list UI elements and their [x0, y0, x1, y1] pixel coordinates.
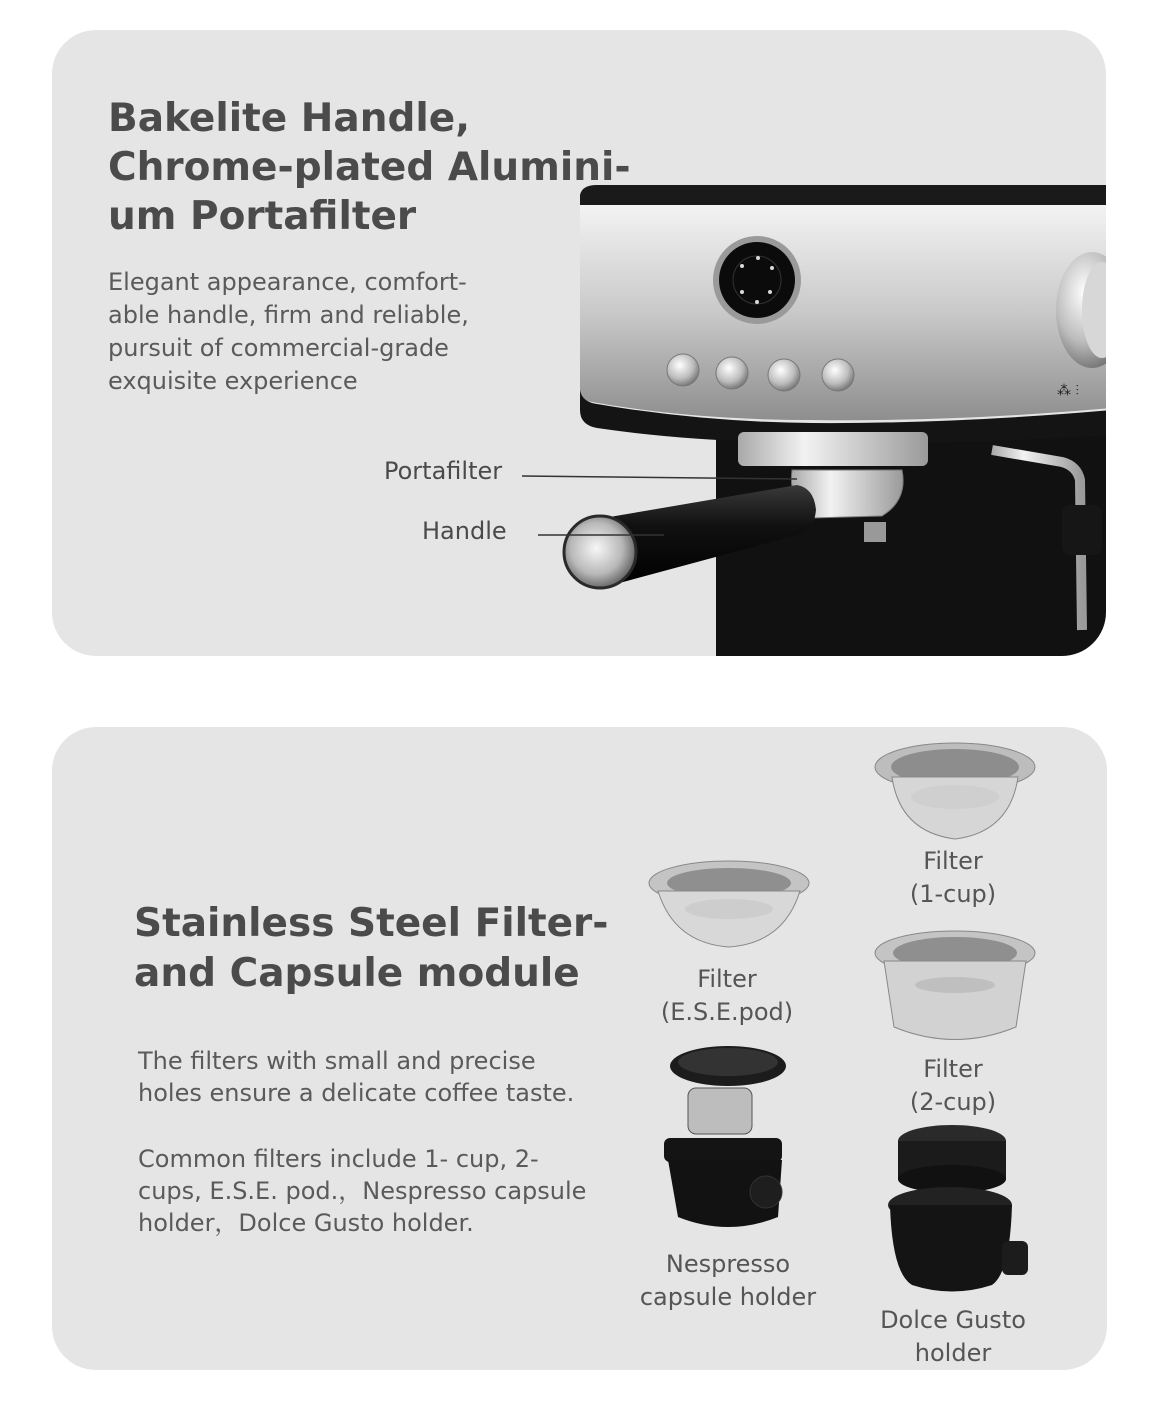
filter-2cup-icon	[870, 927, 1040, 1052]
filter-capsule-card	[52, 727, 1107, 1370]
portafilter-feature-card	[52, 30, 1106, 656]
dolce-gusto-holder-icon	[882, 1123, 1032, 1298]
nespresso-capsule-holder-icon	[658, 1042, 798, 1237]
title-line: Bakelite Handle,	[108, 96, 471, 141]
description-line: exquisite experience	[108, 367, 358, 395]
description-line: Elegant appearance, comfort-	[108, 268, 467, 296]
paragraph-line: cups, E.S.E. pod.，Nespresso capsule	[138, 1177, 587, 1205]
label-line: Dolce Gusto	[880, 1306, 1026, 1334]
title-line: Stainless Steel Filter-	[134, 901, 609, 946]
label-line: Nespresso	[665, 1250, 791, 1278]
filter-2cup-label	[878, 1053, 1028, 1119]
title-line: um Portafilter	[108, 194, 417, 239]
title-line: and Capsule module	[134, 951, 580, 996]
section-description	[108, 266, 469, 398]
description-line: able handle, firm and reliable,	[108, 301, 469, 329]
filter-1cup-label	[878, 845, 1028, 911]
paragraph-line: holder，Dolce Gusto holder.	[138, 1209, 474, 1237]
label-line: holder	[914, 1339, 992, 1367]
label-line: Filter	[697, 965, 757, 993]
section-paragraph	[138, 1045, 574, 1109]
dolce-gusto-holder-label	[868, 1304, 1038, 1370]
portafilter-callout-label: Portafilter	[384, 457, 503, 485]
label-line: Filter	[923, 1055, 983, 1083]
description-line: pursuit of commercial-grade	[108, 334, 449, 362]
label-line: (E.S.E.pod)	[660, 998, 794, 1026]
section-paragraph	[138, 1143, 586, 1239]
filter-ese-pod-icon	[644, 857, 814, 952]
section-title	[134, 899, 608, 999]
nespresso-capsule-holder-label	[628, 1248, 828, 1314]
label-line: (1-cup)	[909, 880, 997, 908]
filter-1cup-icon	[870, 737, 1040, 847]
section-title	[108, 94, 631, 241]
paragraph-line: holes ensure a delicate coffee taste.	[138, 1079, 575, 1107]
label-line: (2-cup)	[909, 1088, 997, 1116]
title-line: Chrome-plated Alumini-	[108, 145, 631, 190]
label-line: capsule holder	[639, 1283, 817, 1311]
paragraph-line: Common filters include 1- cup, 2-	[138, 1145, 539, 1173]
filter-ese-pod-label	[642, 963, 812, 1029]
handle-callout-label: Handle	[422, 517, 507, 545]
label-line: Filter	[923, 847, 983, 875]
svg-text:⁂ ⫶: ⁂ ⫶	[1057, 383, 1079, 399]
paragraph-line: The filters with small and precise	[138, 1047, 536, 1075]
